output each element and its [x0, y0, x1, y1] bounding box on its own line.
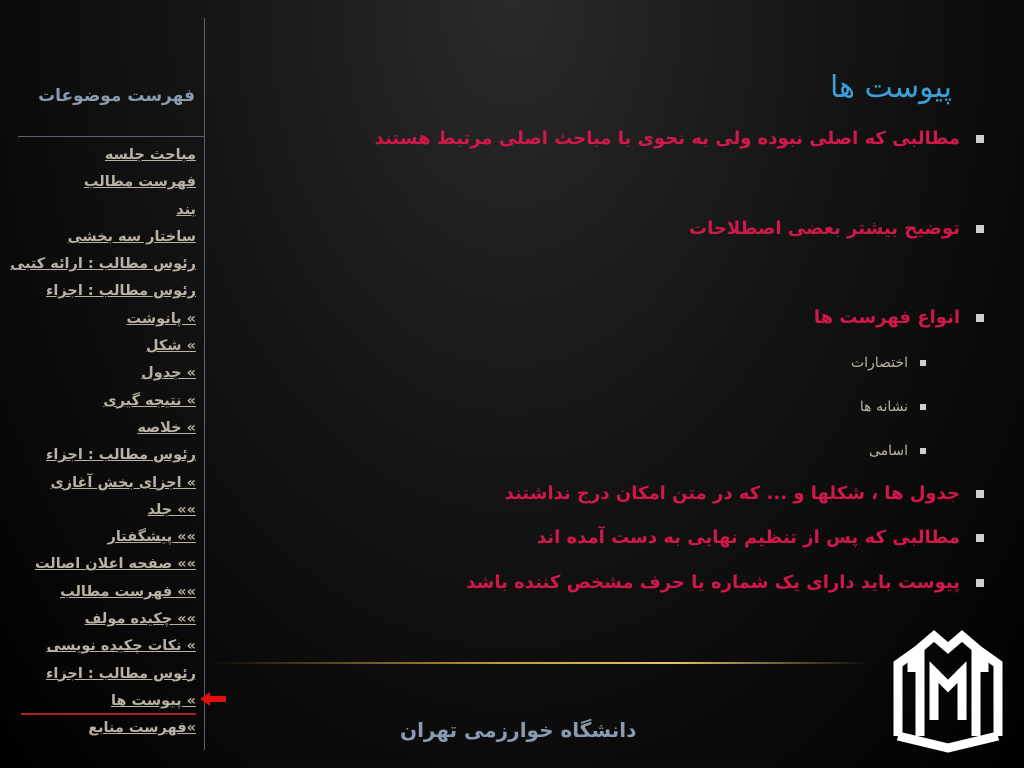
- footer-divider: [210, 662, 870, 664]
- sidebar: [10, 18, 205, 750]
- sidebar-title-divider: [18, 136, 205, 137]
- toc-item[interactable]: »» صفحه اعلان اصالت: [34, 556, 196, 573]
- bullet-item: [537, 527, 990, 548]
- toc-item[interactable]: » اجزای بخش آغازی: [50, 474, 196, 491]
- bullet-text: مطالبی که پس از تنظیم نهایی به دست آمده اند: [536, 527, 960, 548]
- bullet-item: [375, 128, 990, 149]
- university-logo-icon: [890, 628, 1006, 756]
- bullet-text: پیوست باید دارای یک شماره یا حرف مشخص کننده باشد: [466, 572, 960, 593]
- bullet-item: [689, 218, 990, 239]
- sidebar-divider: [204, 18, 205, 750]
- toc-item[interactable]: مباحث جلسه: [104, 147, 196, 163]
- university-name: دانشگاه خوارزمی تهران: [400, 718, 637, 742]
- toc-item[interactable]: ساختار سه بخشی: [67, 228, 196, 245]
- sub-bullet-text: اسامی: [868, 443, 908, 459]
- toc-item[interactable]: » پانوشت: [126, 310, 196, 327]
- sub-bullet-text: اختصارات: [850, 355, 908, 371]
- toc-item[interactable]: »» چکیده مولف: [84, 611, 196, 628]
- bullet-square-icon: [920, 360, 926, 366]
- toc-item[interactable]: » نکات چکیده نویسی: [46, 638, 196, 655]
- sub-bullet-item: [860, 399, 990, 415]
- red-arrow-icon: [198, 690, 228, 708]
- toc-item[interactable]: رئوس مطالب : اجزاء: [46, 665, 196, 682]
- bullet-square-icon: [976, 534, 984, 542]
- toc-item[interactable]: » جدول: [141, 365, 196, 382]
- bullet-square-icon: [976, 135, 984, 143]
- toc-item[interactable]: رئوس مطالب : اجزاء: [46, 447, 196, 464]
- sub-bullet-item: [869, 443, 990, 459]
- toc-item[interactable]: فهرست مطالب: [83, 174, 196, 191]
- bullet-square-icon: [976, 490, 984, 498]
- toc-item[interactable]: رئوس مطالب : ارائه کتبی: [10, 256, 196, 273]
- bullet-text: توضیح بیشتر بعضی اصطلاحات: [689, 218, 960, 239]
- sub-bullet-text: نشانه ها: [859, 399, 908, 415]
- toc-item[interactable]: »» فهرست مطالب: [60, 583, 196, 600]
- bullet-text: انواع فهرست ها: [813, 307, 960, 328]
- bullet-square-icon: [976, 314, 984, 322]
- toc-item[interactable]: »» جلد: [147, 501, 196, 518]
- toc-item[interactable]: بند: [176, 201, 196, 218]
- bullet-square-icon: [976, 225, 984, 233]
- bullet-square-icon: [976, 579, 984, 587]
- bullet-item: [505, 483, 990, 504]
- toc-item-active[interactable]: » پیوست ها: [21, 688, 196, 715]
- toc-item[interactable]: » شکل: [145, 338, 196, 355]
- sub-bullet-item: [851, 355, 990, 371]
- bullet-item: [466, 572, 990, 593]
- table-of-contents: [10, 142, 196, 742]
- toc-item[interactable]: »» پیشگفتار: [107, 529, 196, 546]
- bullet-text: جدول ها ، شکلها و ... که در متن امکان درج نداشتند: [504, 483, 960, 504]
- slide-title: پیوست ها: [830, 70, 952, 105]
- toc-item[interactable]: رئوس مطالب : اجزاء: [46, 283, 196, 300]
- toc-item[interactable]: »فهرست منابع: [88, 719, 196, 736]
- bullet-square-icon: [920, 448, 926, 454]
- bullet-square-icon: [920, 404, 926, 410]
- toc-item[interactable]: » خلاصه: [137, 419, 196, 436]
- bullet-item: [814, 307, 990, 328]
- toc-item[interactable]: » نتیجه گیری: [103, 392, 196, 409]
- sidebar-title: فهرست موضوعات: [38, 86, 195, 106]
- bullet-text: مطالبی که اصلی نبوده ولی به نحوی با مباحث اصلی مرتبط هستند: [374, 128, 960, 149]
